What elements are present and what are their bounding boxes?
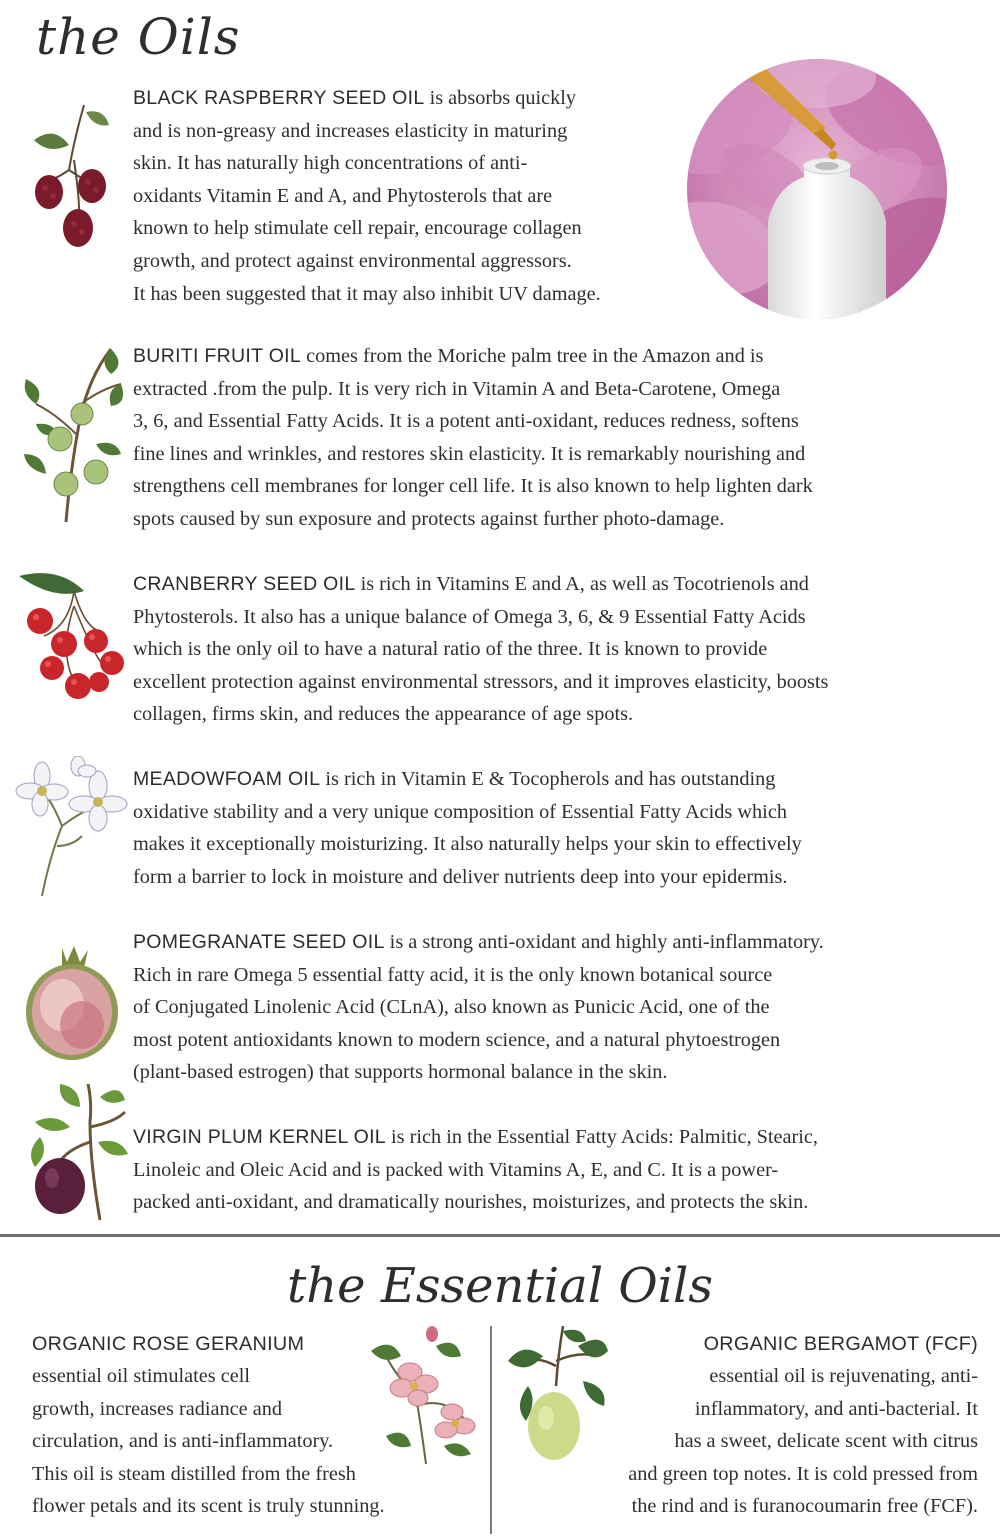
oil-description: is absorbs quickly and is non-greasy and increases elasticity in maturing skin. It has naturally high concentrations of anti- oxidants Vitamin E and A, and Phytosterols that are known to help stimulate cell repair, encourage collagen growth, and protect against environmental aggressors. It has been suggested that it may also inhibit UV damage. — [133, 87, 601, 305]
meadowfoam-flower-icon — [12, 756, 132, 898]
essential-oil-description: essential oil stimulates cell growth, increases radiance and circulation, and is anti-inflammatory. This oil is steam distilled from the fresh flower petals and its scent is truly stunning. — [32, 1365, 385, 1518]
essential-oil-name: ORGANIC BERGAMOT (FCF) — [703, 1333, 978, 1355]
oil-name: BLACK RASPBERRY SEED OIL — [133, 87, 425, 109]
oil-entry-pomegranate — [133, 926, 824, 1089]
column-divider — [490, 1326, 492, 1534]
essential-oil-name: ORGANIC ROSE GERANIUM — [32, 1333, 305, 1355]
essential-oil-rose-geranium — [32, 1328, 482, 1523]
oil-description: is rich in Vitamin E & Tocopherols and has outstanding oxidative stability and a very unique composition of Essential Fatty Acids which makes it exceptionally moisturizing. It also naturally helps your skin to effectively form a barrier to lock in moisture and deliver nutrients deep into your epidermis. — [133, 768, 802, 888]
section-divider — [0, 1234, 1000, 1237]
pomegranate-icon — [22, 940, 122, 1064]
oil-dropper-photo-icon — [686, 58, 948, 320]
oil-name: POMEGRANATE SEED OIL — [133, 931, 385, 953]
essential-oil-description: essential oil is rejuvenating, anti- inflammatory, and anti-bacterial. It has a sweet, delicate scent with citrus and green top notes. It is cold pressed from the rind and is furanocoumarin free (FCF). — [628, 1365, 978, 1518]
oil-name: MEADOWFOAM OIL — [133, 768, 321, 790]
oil-name: VIRGIN PLUM KERNEL OIL — [133, 1126, 386, 1148]
oil-description: comes from the Moriche palm tree in the Amazon and is extracted .from the pulp. It is very rich in Vitamin A and Beta-Carotene, Omega 3, 6, and Essential Fatty Acids. It is a potent anti-oxidant, reduces redness, softens fine lines and wrinkles, and restores skin elasticity. It is remarkably nourishing and strengthens cell membranes for longer cell life. It is also known to help lighten dark spots caused by sun exposure and protects against further photo-damage. — [133, 345, 813, 530]
page-title: the Oils — [36, 8, 241, 66]
oil-entry-cranberry — [133, 568, 828, 731]
oil-entry-meadowfoam — [133, 763, 802, 893]
oil-name: CRANBERRY SEED OIL — [133, 573, 356, 595]
essential-oil-bergamot — [518, 1328, 978, 1523]
plum-icon — [20, 1082, 130, 1222]
oil-description: is rich in Vitamins E and A, as well as Tocotrienols and Phytosterols. It also has a unique balance of Omega 3, 6, & 9 Essential Fatty Acids which is the only oil to have a natural ratio of the three. It is known to provide excellent protection against environmental stressors, and it improves elasticity, boosts collagen, firms skin, and reduces the appearance of age spots. — [133, 573, 829, 726]
essential-oils-title: the Essential Oils — [286, 1258, 714, 1314]
oil-name: BURITI FRUIT OIL — [133, 345, 302, 367]
raspberry-icon — [24, 100, 124, 255]
gooseberry-icon — [16, 344, 128, 524]
oil-entry-buriti — [133, 340, 813, 536]
cranberry-icon — [14, 566, 126, 702]
oil-entry-black-raspberry — [133, 82, 601, 310]
oil-description: is a strong anti-oxidant and highly anti-inflammatory. Rich in rare Omega 5 essential fatty acid, it is the only known botanical source of Conjugated Linolenic Acid (CLnA), also known as Punicic Acid, one of the most potent antioxidants known to modern science, and a natural phytoestrogen (plant-based estrogen) that supports hormonal balance in the skin. — [133, 931, 824, 1084]
oil-entry-plum-kernel — [133, 1121, 818, 1219]
oil-description: is rich in the Essential Fatty Acids: Palmitic, Stearic, Linoleic and Oleic Acid and is packed with Vitamins A, E, and C. It is a power- packed anti-oxidant, and dramatically nourishes, moisturizes, and protects the skin. — [133, 1126, 818, 1214]
